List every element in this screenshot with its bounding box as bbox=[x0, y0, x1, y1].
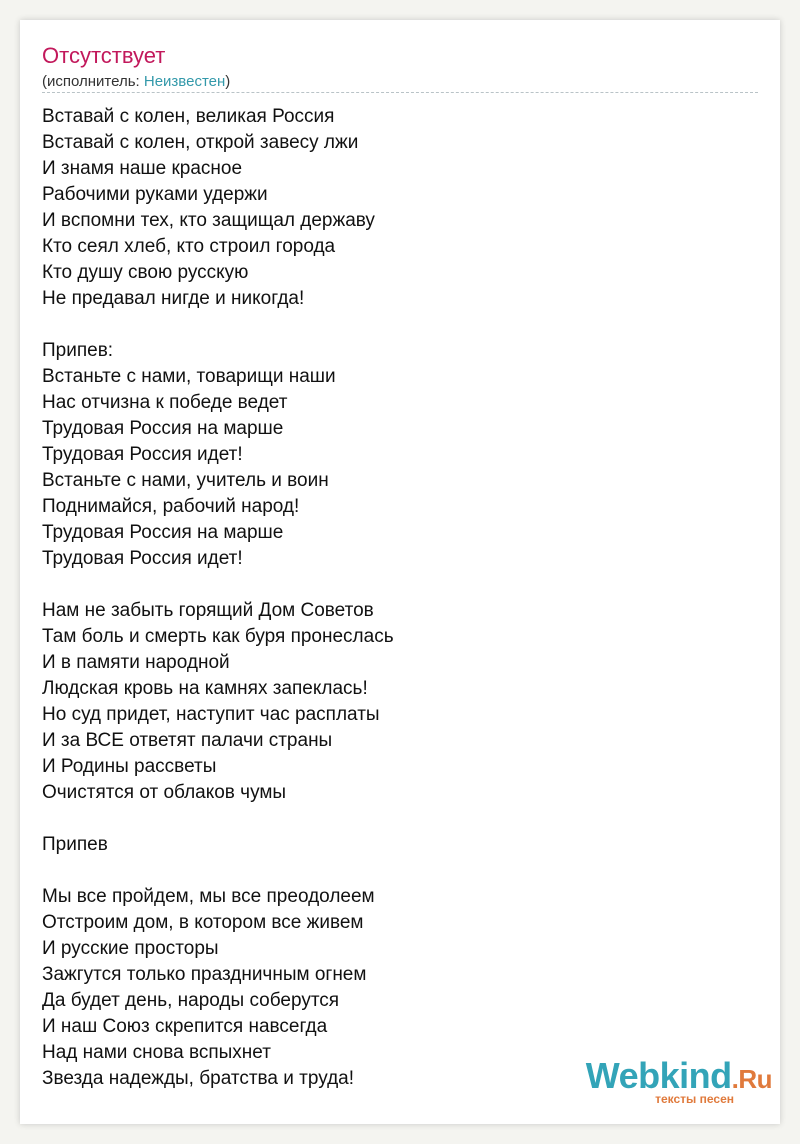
lyric-line: И вспомни тех, кто защищал державу bbox=[42, 210, 375, 231]
lyric-line: Мы все пройдем, мы все преодолеем bbox=[42, 886, 375, 907]
lyric-line: Не предавал нигде и никогда! bbox=[42, 288, 305, 309]
lyrics-text bbox=[42, 104, 394, 1092]
logo-main-text: Webkind bbox=[585, 1055, 732, 1096]
lyric-line: Нас отчизна к победе ведет bbox=[42, 392, 288, 413]
webkind-logo bbox=[572, 1056, 772, 1106]
lyric-line: Да будет день, народы соберутся bbox=[42, 990, 340, 1011]
lyric-line: И русские просторы bbox=[42, 938, 219, 959]
lyric-line: Трудовая Россия на марше bbox=[42, 418, 284, 439]
lyric-line: Нам не забыть горящий Дом Советов bbox=[42, 600, 374, 621]
lyric-line: Но суд придет, наступит час расплаты bbox=[42, 704, 380, 725]
performer-prefix: (исполнитель: bbox=[42, 73, 144, 90]
lyric-line: Рабочими руками удержи bbox=[42, 184, 268, 205]
lyric-line: Кто сеял хлеб, кто строил города bbox=[42, 236, 336, 257]
lyric-line: Людская кровь на камнях запеклась! bbox=[42, 678, 368, 699]
lyric-line: И в памяти народной bbox=[42, 652, 230, 673]
logo-tld-text: .Ru bbox=[731, 1064, 772, 1094]
header-divider bbox=[42, 92, 758, 93]
lyric-line: Над нами снова вспыхнет bbox=[42, 1042, 271, 1063]
lyric-blank-line bbox=[42, 858, 394, 884]
lyric-line: Трудовая Россия на марше bbox=[42, 522, 284, 543]
song-title: Отсутствует bbox=[42, 43, 166, 68]
lyric-line: Встаньте с нами, учитель и воин bbox=[42, 470, 329, 491]
lyric-line: Трудовая Россия идет! bbox=[42, 548, 243, 569]
lyric-line: Встаньте с нами, товарищи наши bbox=[42, 366, 336, 387]
lyric-blank-line bbox=[42, 572, 394, 598]
lyric-line: И Родины рассветы bbox=[42, 756, 217, 777]
lyric-line: Кто душу свою русскую bbox=[42, 262, 249, 283]
lyric-line: И за ВСЕ ответят палачи страны bbox=[42, 730, 333, 751]
performer-line bbox=[42, 72, 230, 92]
lyric-line: Там боль и смерть как буря пронеслась bbox=[42, 626, 394, 647]
lyric-line: Вставай с колен, открой завесу лжи bbox=[42, 132, 359, 153]
lyric-line: Очистятся от облаков чумы bbox=[42, 782, 287, 803]
lyrics-sheet bbox=[20, 20, 780, 1124]
lyric-line: Трудовая Россия идет! bbox=[42, 444, 243, 465]
lyric-line: И наш Союз скрепится навсегда bbox=[42, 1016, 328, 1037]
lyric-line: Отстроим дом, в котором все живем bbox=[42, 912, 364, 933]
lyric-line: Припев: bbox=[42, 340, 114, 361]
lyric-blank-line bbox=[42, 806, 394, 832]
lyric-line: Звезда надежды, братства и труда! bbox=[42, 1068, 355, 1089]
lyric-line: Вставай с колен, великая Россия bbox=[42, 106, 335, 127]
lyric-line: Припев bbox=[42, 834, 108, 855]
lyric-line: Зажгутся только праздничным огнем bbox=[42, 964, 367, 985]
performer-suffix: ) bbox=[225, 73, 231, 90]
lyric-line: И знамя наше красное bbox=[42, 158, 243, 179]
lyric-line: Поднимайся, рабочий народ! bbox=[42, 496, 300, 517]
logo-tagline: тексты песен bbox=[655, 1092, 734, 1106]
lyric-blank-line bbox=[42, 312, 394, 338]
performer-link[interactable]: Неизвестен bbox=[143, 73, 226, 90]
